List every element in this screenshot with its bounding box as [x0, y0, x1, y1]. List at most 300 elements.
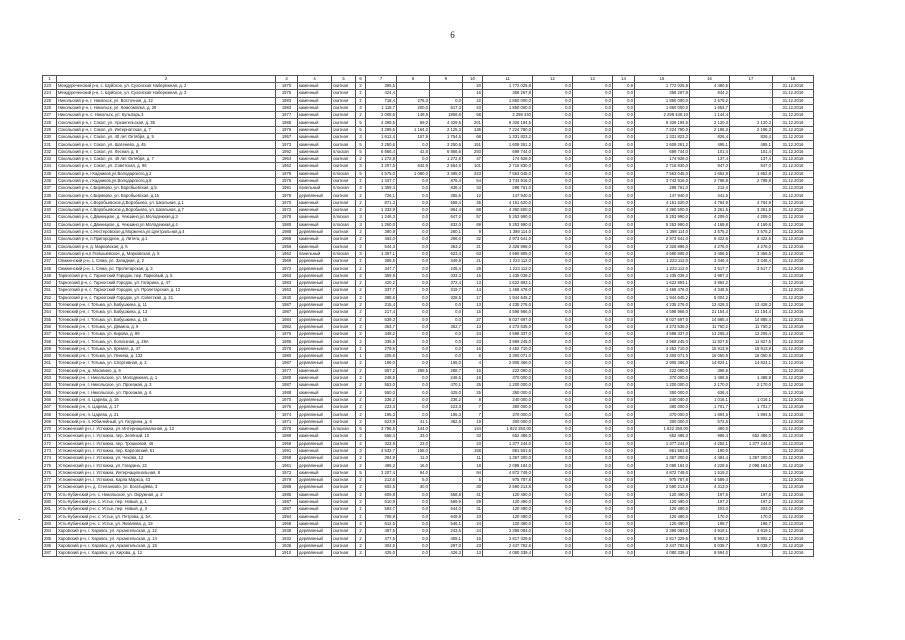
table-cell: 0,0: [573, 280, 613, 287]
table-cell: 2: [356, 411, 366, 418]
table-cell: деревянный: [298, 265, 332, 272]
table-cell: 266: [43, 396, 57, 403]
table-cell: 245: [43, 243, 57, 250]
table-cell: каменный: [298, 447, 332, 454]
table-cell: 23,0: [397, 440, 430, 447]
table-cell: 2: [356, 404, 366, 411]
table-cell: 94,0: [397, 469, 430, 476]
table-cell: 16 050,9: [730, 352, 773, 359]
table-cell: 31.12.2016: [773, 170, 814, 177]
table-cell: -: [730, 389, 773, 396]
table-cell: 1910: [276, 550, 298, 557]
table-cell: 0,0: [533, 83, 573, 90]
table-cell: 2 098 184,0: [635, 462, 690, 469]
table-cell: 1987: [276, 309, 298, 316]
table-row: [43, 389, 814, 396]
table-cell: 0,0: [533, 221, 573, 228]
table-cell: Сокольский р-н, с.Воробьевское,д.Воробьево, ул. Школьная, д.7: [57, 207, 276, 214]
table-cell: 0,0: [573, 221, 613, 228]
table-cell: 2: [356, 550, 366, 557]
table-cell: 2 817 329,6: [635, 535, 690, 542]
column-header: 18: [773, 76, 814, 83]
table-cell: 224: [43, 90, 57, 97]
table-cell: Сокольский р-н, г. Сокол, ул. Лесная, д. 6: [57, 148, 276, 155]
table-cell: 31.12.2016: [773, 455, 814, 462]
table-row: [43, 542, 814, 549]
table-cell: 1936: [276, 542, 298, 549]
table-row: [43, 374, 814, 381]
table-cell: 0,0: [397, 323, 430, 330]
table-row: [43, 360, 814, 367]
table-cell: скатная: [332, 455, 356, 462]
table-cell: 0,0: [430, 301, 463, 308]
table-cell: 68: [463, 112, 483, 119]
table-cell: 300 000,0: [483, 418, 533, 425]
table-cell: 2: [356, 83, 366, 90]
table-cell: 247: [43, 258, 57, 265]
table-cell: 174 926,0: [635, 155, 690, 162]
table-cell: 278: [43, 484, 57, 491]
table-cell: Сокольский р-н, с.Воробьевское,д.Воробьево, ул. Школьная, д.1: [57, 199, 276, 206]
table-cell: 0,0: [533, 265, 573, 272]
table-cell: 270: [43, 425, 57, 432]
table-cell: 31.12.2016: [773, 418, 814, 425]
table-cell: 7: [463, 411, 483, 418]
table-cell: 602,5: [366, 484, 397, 491]
table-cell: 13 428,3: [730, 301, 773, 308]
table-cell: 5 253 990,0: [635, 221, 690, 228]
table-cell: 4 169,8: [690, 221, 730, 228]
table-cell: 0,0: [533, 360, 573, 367]
table-cell: 5: [356, 425, 366, 432]
table-cell: 31.12.2016: [773, 141, 814, 148]
table-cell: 470,1: [430, 382, 463, 389]
table-cell: 3: [356, 221, 366, 228]
table-cell: 1958: [276, 455, 298, 462]
column-header: 12: [533, 76, 573, 83]
table-cell: 101,4: [730, 148, 773, 155]
table-cell: плоская: [332, 214, 356, 221]
table-cell: деревянный: [298, 352, 332, 359]
table-cell: 268: [43, 411, 57, 418]
table-cell: 390,9: [366, 228, 397, 235]
table-cell: 24: [463, 331, 483, 338]
table-cell: 1 435 039,2: [635, 272, 690, 279]
table-cell: 31.12.2016: [773, 236, 814, 243]
table-row: [43, 520, 814, 527]
table-cell: скатная: [332, 119, 356, 126]
table-cell: 370 000,0: [635, 374, 690, 381]
table-cell: 0,0: [397, 301, 430, 308]
table-cell: 31.12.2016: [773, 542, 814, 549]
table-cell: 0,0: [533, 309, 573, 316]
table-cell: 2 798,8: [730, 177, 773, 184]
table-cell: 5: [463, 477, 483, 484]
table-cell: 1940: [276, 294, 298, 301]
table-cell: 0,0: [613, 484, 635, 491]
table-cell: 15: [463, 272, 483, 279]
table-cell: 23: [463, 542, 483, 549]
table-cell: 8: [463, 396, 483, 403]
table-cell: деревянный: [298, 477, 332, 484]
table-cell: -: [730, 367, 773, 374]
table-cell: каменный: [298, 126, 332, 133]
table-cell: 996,4: [690, 433, 730, 440]
table-cell: плоская: [332, 170, 356, 177]
table-cell: 3 575,2: [690, 228, 730, 235]
table-row: [43, 469, 814, 476]
table-cell: 315,4: [366, 301, 397, 308]
table-cell: Устюженский р-н, г. Устюжна, ул. Чехова, 12: [57, 455, 276, 462]
table-cell: Тотемский р-н, г. Никольское, ул. Проезжая, д. 6: [57, 389, 276, 396]
table-cell: 0,0: [613, 462, 635, 469]
table-cell: деревянный: [298, 301, 332, 308]
table-cell: 636,4: [690, 389, 730, 396]
table-row: [43, 440, 814, 447]
table-cell: 2: [356, 243, 366, 250]
table-cell: 3 261,5: [730, 207, 773, 214]
table-cell: 31.12.2016: [773, 90, 814, 97]
table-cell: 1 333,9: [366, 207, 397, 214]
table-cell: 0,0: [613, 425, 635, 432]
table-cell: [430, 90, 463, 97]
table-cell: каменный: [298, 367, 332, 374]
table-row: [43, 155, 814, 162]
table-cell: 0,0: [533, 155, 573, 162]
table-cell: Тотемский р-н, г. Тотьма, ул. Бабушкина, д. 11: [57, 301, 276, 308]
table-cell: 2 125,3: [430, 126, 463, 133]
table-cell: 358 267,8: [483, 90, 533, 97]
table-cell: 0,0: [397, 294, 430, 301]
table-cell: 31.12.2016: [773, 258, 814, 265]
table-cell: скатная: [332, 345, 356, 352]
table-cell: 7 563 045,0: [483, 170, 533, 177]
table-cell: 4 235 276,0: [483, 301, 533, 308]
table-cell: 546,1: [430, 520, 463, 527]
table-cell: 0,0: [573, 433, 613, 440]
table-cell: 3 743 916,0: [635, 177, 690, 184]
table-cell: Тарногский р-н, с. Тарногский Городок, ул. Гагарина, д. 47: [57, 280, 276, 287]
table-cell: 0,0: [430, 345, 463, 352]
column-header: 1: [43, 76, 57, 83]
table-cell: 0,0: [613, 155, 635, 162]
table-cell: 31.12.2016: [773, 221, 814, 228]
table-cell: 0,0: [533, 97, 573, 104]
table-cell: 5: [356, 170, 366, 177]
table-cell: каменный: [298, 469, 332, 476]
table-cell: 0,0: [613, 433, 635, 440]
table-cell: 2 973 641,0: [483, 236, 533, 243]
table-row: [43, 455, 814, 462]
table-cell: скатная: [332, 550, 356, 557]
table-cell: скатная: [332, 294, 356, 301]
table-row: [43, 192, 814, 199]
table-cell: 4 690 805,0: [635, 250, 690, 257]
table-cell: Сокольский р-н, г. Сокол, ул. Шатенево, д. 45: [57, 141, 276, 148]
table-cell: 363,7: [366, 323, 397, 330]
table-cell: 0,0: [573, 469, 613, 476]
table-row: [43, 199, 814, 206]
table-cell: Никольский р-н, г. Никольск, ул. Восточная, д. 12: [57, 97, 276, 104]
table-cell: 120 490,0: [635, 520, 690, 527]
table-cell: 1 944 645,2: [635, 294, 690, 301]
table-cell: 2: [356, 462, 366, 469]
table-cell: -: [730, 104, 773, 111]
table-cell: 3 300 071,0: [635, 352, 690, 359]
table-cell: -: [730, 550, 773, 557]
table-cell: 1987: [276, 506, 298, 513]
table-cell: 0,0: [533, 90, 573, 97]
table-cell: 323,9: [366, 440, 397, 447]
table-cell: 0,0: [533, 520, 573, 527]
table-cell: 46: [463, 199, 483, 206]
table-cell: 0,0: [613, 404, 635, 411]
table-cell: 0,0: [613, 506, 635, 513]
table-cell: 699 744,0: [483, 148, 533, 155]
table-cell: деревянный: [298, 528, 332, 535]
table-cell: 1988: [276, 484, 298, 491]
table-cell: 6 866,6: [430, 148, 463, 155]
table-cell: 253: [43, 301, 57, 308]
table-cell: Тотемский р-н, г. Никольское, ул. Молодежная, д. 1: [57, 374, 276, 381]
table-cell: 4 252,1: [690, 440, 730, 447]
table-cell: 0,0: [397, 382, 430, 389]
table-cell: каменный: [298, 134, 332, 141]
table-cell: 5 253 990,0: [483, 214, 533, 221]
table-cell: 240: [43, 207, 57, 214]
table-cell: 4 151 620,0: [635, 199, 690, 206]
table-cell: 1962: [276, 250, 298, 257]
table-cell: 0,0: [573, 148, 613, 155]
table-cell: 4 348,5: [690, 287, 730, 294]
table-cell: 16: [463, 374, 483, 381]
table-cell: 280: [43, 498, 57, 505]
table-cell: 0,0: [613, 535, 635, 542]
table-cell: 238: [43, 192, 57, 199]
table-cell: 6 422,6: [730, 236, 773, 243]
table-cell: Междуреченский р-н, с. Шуйское, ул. Сухонская Набережная, д. 3: [57, 90, 276, 97]
table-cell: 2: [356, 301, 366, 308]
table-cell: 31.12.2016: [773, 214, 814, 221]
table-cell: 31.12.2016: [773, 389, 814, 396]
table-cell: 2: [356, 331, 366, 338]
table-row: [43, 418, 814, 425]
table-cell: 0,0: [573, 331, 613, 338]
table-cell: 0,0: [397, 411, 430, 418]
table-cell: каменный: [298, 243, 332, 250]
table-cell: скатная: [332, 287, 356, 294]
table-cell: деревянный: [298, 280, 332, 287]
table-cell: 30,0: [397, 484, 430, 491]
table-cell: каменный: [298, 382, 332, 389]
table-cell: 1 612,4: [366, 134, 397, 141]
page-number: 6: [450, 30, 455, 40]
table-cell: 0,0: [533, 462, 573, 469]
table-cell: 0,0: [533, 345, 573, 352]
table-cell: деревянный: [298, 272, 332, 279]
table-cell: 5 902,2: [730, 535, 773, 542]
table-cell: 8 038,7: [730, 542, 773, 549]
table-cell: -: [730, 294, 773, 301]
table-cell: 269: [43, 418, 57, 425]
table-cell: 1 653,7: [690, 104, 730, 111]
table-cell: 275: [43, 462, 57, 469]
table-cell: 1932: [276, 535, 298, 542]
column-header: 6: [356, 76, 366, 83]
table-cell: 226: [43, 104, 57, 111]
table-cell: 31.12.2016: [773, 104, 814, 111]
table-cell: Сокольский р-н, г.Кадников,ул.Володарского,д.8: [57, 177, 276, 184]
table-cell: 5,0: [397, 477, 430, 484]
table-cell: 0,0: [573, 535, 613, 542]
table-cell: 826,4: [730, 134, 773, 141]
table-cell: 0,0: [573, 272, 613, 279]
table-cell: 14 824,1: [690, 360, 730, 367]
table-cell: 463,0: [366, 236, 397, 243]
table-cell: 2: [356, 192, 366, 199]
table-cell: -: [730, 425, 773, 432]
table-cell: 0,0: [397, 352, 430, 359]
table-cell: 718,4: [366, 97, 397, 104]
table-cell: 31.12.2016: [773, 199, 814, 206]
table-cell: 230: [43, 134, 57, 141]
table-cell: Тотемский р-н, п. Царева, д. 16: [57, 396, 276, 403]
table-cell: 1 850 000,0: [635, 97, 690, 104]
table-cell: 642,9: [397, 163, 430, 170]
table-cell: 296,0: [430, 236, 463, 243]
table-cell: скатная: [332, 462, 356, 469]
table-cell: 0,0: [573, 477, 613, 484]
table-cell: 31.12.2016: [773, 513, 814, 520]
table-cell: Сокольский р-н, г. Сокол, ул. Советская, д. 96: [57, 163, 276, 170]
table-cell: 1987: [276, 382, 298, 389]
table-cell: 1976: [276, 177, 298, 184]
table-cell: 4 452 710,0: [635, 345, 690, 352]
table-cell: скатная: [332, 155, 356, 162]
table-cell: 0,0: [573, 338, 613, 345]
table-cell: скатная: [332, 506, 356, 513]
table-cell: 0,0: [613, 214, 635, 221]
table-cell: 395,5: [366, 83, 397, 90]
table-cell: 4 764,9: [730, 199, 773, 206]
table-cell: 0,0: [613, 280, 635, 287]
table-cell: 293: [463, 148, 483, 155]
table-cell: 1992: [276, 148, 298, 155]
table-cell: каменный: [298, 207, 332, 214]
table-cell: 1 357,1: [366, 250, 397, 257]
table-cell: 0,0: [613, 367, 635, 374]
table-cell: 0,0: [573, 491, 613, 498]
table-cell: скатная: [332, 104, 356, 111]
table-cell: 282: [43, 513, 57, 520]
table-cell: 288 761,0: [483, 185, 533, 192]
table-cell: 0,0: [397, 141, 430, 148]
table-cell: 3 207,4: [366, 469, 397, 476]
table-cell: Сокольский р-н, с.Двиницкое, д. Чекшино,ул.Молодежная,д.3: [57, 214, 276, 221]
table-cell: 826,4: [690, 134, 730, 141]
table-cell: Усть-Кубинский р-н, с. Устье, пер. Новый, д. 3: [57, 506, 276, 513]
table-cell: 0,0: [430, 316, 463, 323]
table-cell: 0,0: [533, 491, 573, 498]
table-cell: скатная: [332, 301, 356, 308]
table-cell: 0,0: [533, 447, 573, 454]
table-cell: 0,0: [613, 192, 635, 199]
table-row: [43, 301, 814, 308]
table-cell: 0,0: [533, 513, 573, 520]
table-cell: 2: [356, 389, 366, 396]
table-cell: 236: [43, 177, 57, 184]
table-cell: 2: [356, 112, 366, 119]
table-cell: 0,0: [613, 469, 635, 476]
table-cell: 425,0: [430, 389, 463, 396]
table-cell: 11 750,2: [690, 323, 730, 330]
table-cell: 2: [356, 477, 366, 484]
table-cell: 31.12.2016: [773, 447, 814, 454]
table-row: [43, 170, 814, 177]
table-cell: Тотемский р-н, г. Тотьма, ул. Ленина, д. 133: [57, 352, 276, 359]
table-cell: скатная: [332, 163, 356, 170]
table-cell: 0,0: [397, 360, 430, 367]
table-cell: 31.12.2016: [773, 382, 814, 389]
table-cell: деревянный: [298, 462, 332, 469]
table-cell: 243,5: [430, 528, 463, 535]
table-cell: 1 772 025,8: [483, 83, 533, 90]
table-cell: 0,0: [613, 287, 635, 294]
table-cell: 101,4: [690, 148, 730, 155]
table-cell: 3: [356, 447, 366, 454]
table-row: [43, 163, 814, 170]
table-cell: 11,0: [397, 455, 430, 462]
table-cell: 2: [356, 177, 366, 184]
table-cell: 495,1: [730, 141, 773, 148]
table-cell: 0,0: [533, 469, 573, 476]
table-cell: 1 850 000,0: [483, 104, 533, 111]
table-cell: 0,0: [397, 309, 430, 316]
table-cell: 16: [463, 345, 483, 352]
table-cell: каменный: [298, 520, 332, 527]
table-cell: скатная: [332, 491, 356, 498]
table-cell: 120 490,0: [483, 513, 533, 520]
table-cell: 1972: [276, 469, 298, 476]
table-cell: 0,0: [533, 272, 573, 279]
table-cell: 1982: [276, 323, 298, 330]
table-cell: 17: [463, 294, 483, 301]
table-cell: 137,4: [730, 155, 773, 162]
table-cell: 2: [356, 272, 366, 279]
table-cell: 245,4: [430, 265, 463, 272]
table-cell: 335,6: [366, 338, 397, 345]
table-row: [43, 294, 814, 301]
table-cell: 228: [43, 119, 57, 126]
table-cell: 0,0: [397, 396, 430, 403]
table-cell: 2: [356, 513, 366, 520]
table-cell: 0,0: [430, 352, 463, 359]
table-cell: 2 447 782,6: [483, 542, 533, 549]
table-cell: каменный: [298, 97, 332, 104]
column-header: 2: [57, 76, 276, 83]
table-cell: [430, 440, 463, 447]
table-cell: 4 360 500,0: [483, 207, 533, 214]
table-cell: 13 205,4: [730, 331, 773, 338]
table-cell: 16,0: [397, 462, 430, 469]
table-cell: 1983: [276, 104, 298, 111]
table-cell: 1963: [276, 287, 298, 294]
table-cell: 3 250,6: [366, 141, 397, 148]
table-cell: 1 609 261,2: [635, 141, 690, 148]
table-cell: 572,6: [690, 418, 730, 425]
table-cell: [430, 425, 463, 432]
table-cell: 550,0: [366, 389, 397, 396]
